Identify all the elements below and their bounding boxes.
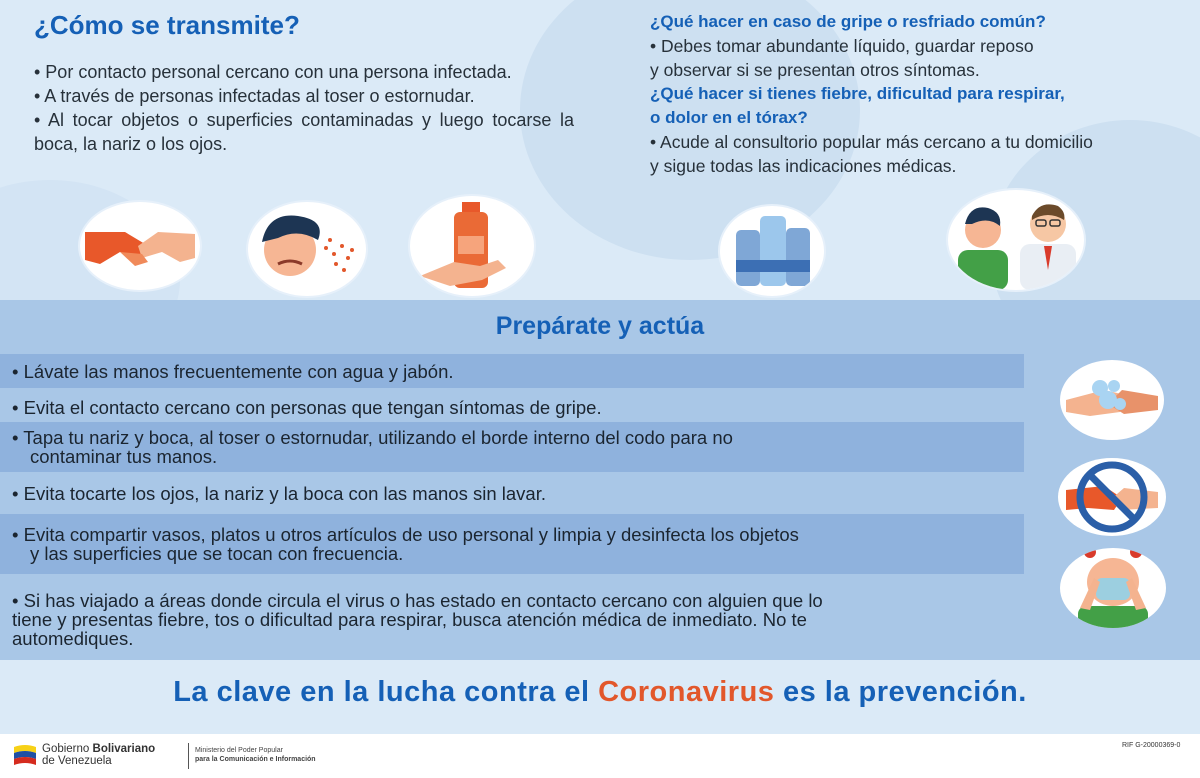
face-touch-icon: [1060, 548, 1166, 628]
fever-question-line: ¿Qué hacer si tienes fiebre, dificultad para respirar,: [650, 84, 1065, 103]
government-logo-text: [42, 743, 155, 767]
ministry-line: Ministerio del Poder Popular: [195, 747, 283, 754]
prepare-item-text: • Lávate las manos frecuentemente con agua y jabón.: [12, 360, 454, 382]
fever-answer-line: y sigue todas las indicaciones médicas.: [650, 156, 957, 176]
footer: [0, 734, 1200, 778]
gov-text: Gobierno: [42, 743, 93, 755]
prepare-item: [0, 422, 1024, 472]
ministry-line: para la Comunicación e Información: [195, 756, 316, 763]
transmission-section: [0, 0, 1200, 300]
transmission-item: • A través de personas infectadas al toser o estornudar.: [34, 86, 475, 106]
prepare-item-text: • Evita compartir vasos, platos u otros artículos de uso personal y limpia y desinfecta los objetos: [12, 524, 799, 545]
sneezing-person-icon: [248, 202, 366, 296]
prepare-item: [0, 514, 1024, 574]
rif-number: RIF G-20000369-0: [1122, 742, 1181, 749]
transmission-list: [34, 60, 574, 156]
prepare-item-text: automediques.: [12, 627, 134, 649]
prepare-item-text: • Evita el contacto cercano con personas que tengan síntomas de gripe.: [12, 396, 602, 418]
prepare-item-text: • Tapa tu nariz y boca, al toser o estornudar, utilizando el borde interno del codo para no: [12, 427, 733, 448]
prepare-item-text: tiene y presentas fiebre, tos o dificultad para respirar, busca atención médica de inmediato. No te: [12, 608, 807, 630]
transmission-item: • Por contacto personal cercano con una persona infectada.: [34, 62, 512, 82]
venezuela-flag-icon: [14, 743, 36, 767]
prepare-item: [0, 476, 1024, 510]
prepare-title: Prepárate y actúa: [495, 312, 705, 340]
transmission-item: • Al tocar objetos o superficies contaminadas y luego tocarse la boca, la nariz o los ojos.: [34, 110, 574, 154]
ministry-text: [195, 746, 316, 764]
fever-question-line: o dolor en el tórax?: [650, 108, 808, 127]
prepare-item: [0, 354, 1024, 388]
fever-answer-line: • Acude al consultorio popular más cercano a tu domicilio: [650, 132, 1093, 152]
doctor-patient-icon: [948, 190, 1084, 290]
prepare-item-text: contaminar tus manos.: [30, 446, 218, 467]
prepare-item-text: y las superficies que se tocan con frecuencia.: [30, 543, 404, 564]
prepare-item: [0, 392, 1024, 422]
footer-divider: [188, 743, 189, 769]
prepare-item-text: • Evita tocarte los ojos, la nariz y la boca con las manos sin lavar.: [12, 482, 546, 504]
handwashing-icon: [1060, 360, 1164, 440]
gov-text-bold: Bolivariano: [92, 743, 156, 755]
hand-touching-bottle-icon: [410, 196, 534, 296]
slogan-section: [0, 660, 1200, 734]
slogan-highlight: Coronavirus: [598, 676, 775, 708]
flu-answer-line: y observar si se presentan otros síntomas.: [650, 60, 980, 80]
prepare-item-text: • Si has viajado a áreas donde circula el virus o has estado en contacto cercano con alguien que lo: [12, 589, 823, 611]
no-handshake-icon: [1058, 458, 1166, 536]
slogan-text: La clave en la lucha contra el: [173, 676, 599, 708]
slogan-text: es la prevención.: [774, 676, 1027, 708]
water-bottles-icon: [720, 206, 824, 296]
prepare-section: [0, 300, 1200, 660]
prepare-item: [0, 584, 1024, 654]
flu-care-section: [650, 10, 1180, 178]
slogan: [0, 676, 1200, 709]
flu-answer-line: • Debes tomar abundante líquido, guardar reposo: [650, 36, 1034, 56]
transmission-title: ¿Cómo se transmite?: [34, 10, 300, 40]
handshake-icon: [80, 202, 200, 290]
flu-question: ¿Qué hacer en caso de gripe o resfriado común?: [650, 12, 1046, 31]
gov-text: de Venezuela: [42, 755, 112, 767]
